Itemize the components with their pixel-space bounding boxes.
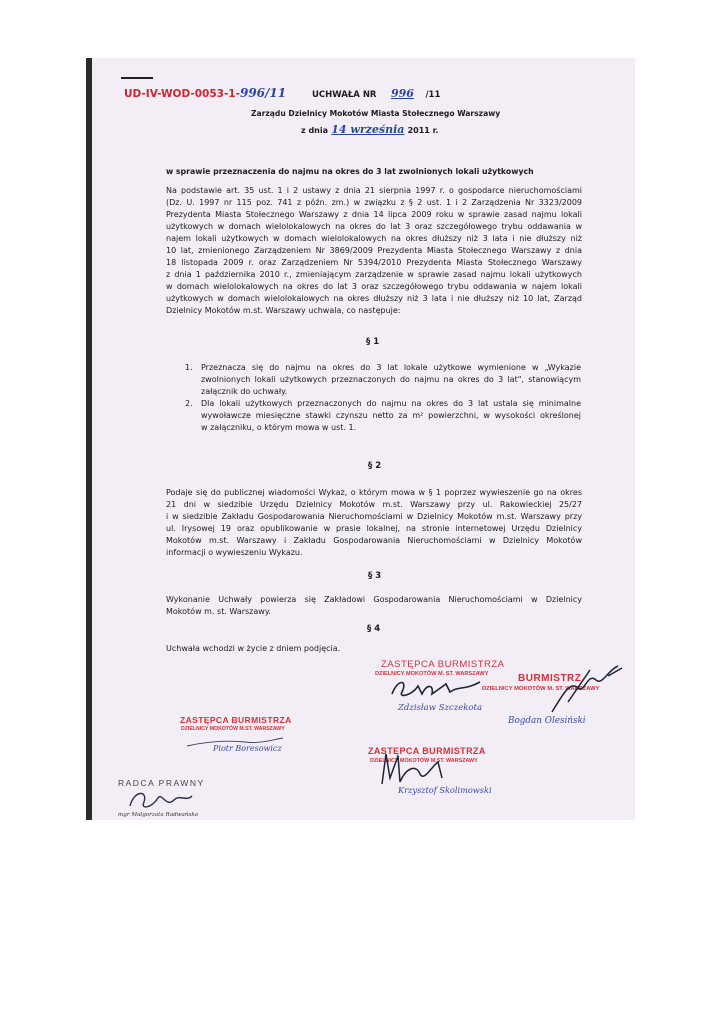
stamp-counsel-title: RADCA PRAWNY xyxy=(118,778,205,788)
signature-4 xyxy=(376,748,456,788)
section1-heading: § 1 xyxy=(366,337,380,347)
section4-text: Uchwała wchodzi w życie z dniem podjęcia. xyxy=(166,644,341,653)
section2-text xyxy=(166,487,582,559)
preamble-line: (Dz. U. 1997 nr 115 poz. 741 z późn. zm.) w związku z § 2 ust. 1 i 2 Zarządzenia Nr 3323/2009 xyxy=(166,198,582,207)
date-line: z dnia 14 września 2011 r. xyxy=(301,123,439,136)
stamp-mayor-sub: DZIELNICY MOKOTÓW M. ST. WARSZAWY xyxy=(482,686,600,692)
item2-line: wywoławcze miesięczne stawki czynszu netto za m² powierzchni, w wysokości określonej xyxy=(201,411,581,420)
stamp-mayor-name: Bogdan Olesiński xyxy=(508,716,586,726)
subject-line: w sprawie przeznaczenia do najmu na okres do 3 lat zwolnionych lokali użytkowych xyxy=(166,167,534,176)
sec3-line: Wykonanie Uchwały powierza się Zakładowi Gospodarowania Nieruchomościami w Dzielnicy xyxy=(166,595,582,604)
item1-text xyxy=(201,362,581,398)
sec2-line: 21 dni w siedzibie Urzędu Dzielnicy Mokotów m.st. Warszawy przy ul. Rakowieckiej 25/27 xyxy=(166,500,582,509)
stamp-deputy-3-title: ZASTĘPCA BURMISTRZA xyxy=(368,746,486,756)
stamp-deputy-1-title: ZASTĘPCA BURMISTRZA xyxy=(381,659,505,670)
item2-number: 2. xyxy=(185,399,193,408)
resolution-number: UCHWAŁA NR 996 /11 xyxy=(312,87,441,100)
sec2-line: ul. Irysowej 19 oraz opublikowanie w prasie lokalnej, na stronie internetowej Urzędu Dzielnicy xyxy=(166,524,582,533)
preamble-line: w domach wielolokalowych na okres do lat 3 oraz szczegółowego trybu oddawania w najem lokali xyxy=(166,282,582,291)
item1-number: 1. xyxy=(185,363,193,372)
stamp-counsel-name: mgr Małgorzata Radwańska xyxy=(118,812,199,818)
section4-heading: § 4 xyxy=(367,624,381,634)
section3-heading: § 3 xyxy=(368,571,382,581)
preamble-line: 10 lat, zmienionego Zarządzeniem Nr 3869/2009 Prezydenta Miasta Stołecznego Warszawy z dnia xyxy=(166,246,582,255)
sec2-line: informacji o wywieszeniu Wykazu. xyxy=(166,548,303,557)
sec2-line: Podaje się do publicznej wiadomości Wykaz, o którym mowa w § 1 poprzez wywieszenie go na okres xyxy=(166,488,582,497)
signature-5 xyxy=(126,786,196,812)
section2-heading: § 2 xyxy=(368,461,382,471)
preamble-line: najem lokali użytkowych w domach wielolokalowych na okres dłuższy niż 3 lata i nie dłuższy niż xyxy=(166,234,582,243)
item2-line: Dla lokali użytkowych przeznaczonych do najmu na okres do 3 lat ustala się minimalne xyxy=(201,399,581,408)
sec2-line: Mokotów m.st. Warszawy i Zakładu Gospodarowania Nieruchomościami w Dzielnicy Mokotów xyxy=(166,536,582,545)
preamble-line: użytkowych w domach wielolokalowych na okres dłuższy niż 3 lata i nie dłuższy niż 10 lat, Zarząd xyxy=(166,294,582,303)
stamp-deputy-1-name: Zdzisław Szczekota xyxy=(398,703,483,713)
preamble-line: z dnia 1 października 2010 r., zmieniającym zarządzenie w sprawie zasad najmu lokali użytkowych xyxy=(166,270,582,279)
signature-1 xyxy=(388,672,488,702)
stamp-deputy-2-sub: DZIELNICY MOKOTÓW M.ST. WARSZAWY xyxy=(181,726,285,732)
stamp-deputy-2-name: Piotr Boresowicz xyxy=(213,744,282,753)
stamp-deputy-3-name: Krzysztof Skolimowski xyxy=(398,785,492,795)
reference-number: UD-IV-WOD-0053-1-996/11 xyxy=(124,86,287,100)
authority-line: Zarządu Dzielnicy Mokotów Miasta Stołecznego Warszawy xyxy=(251,109,501,118)
signature-3 xyxy=(185,732,285,752)
signature-2 xyxy=(548,662,628,718)
item1-line: Przeznacza się do najmu na okres do 3 lat lokale użytkowe wymienione w „Wykazie xyxy=(201,363,581,372)
stamp-mayor-title: BURMISTRZ xyxy=(518,673,582,684)
top-mark xyxy=(121,77,153,79)
item2-text xyxy=(201,398,581,434)
item1-line: zwolnionych lokali użytkowych przeznaczonych do najmu na okres do 3 lat", stanowiącym xyxy=(201,375,581,384)
sec2-line: i w siedzibie Zakładu Gospodarowania Nieruchomościami w Dzielnicy Mokotów m.st. Warszawy przy xyxy=(166,512,582,521)
preamble-line: Na podstawie art. 35 ust. 1 i 2 ustawy z dnia 21 sierpnia 1997 r. o gospodarce nieruchomościami xyxy=(166,186,582,195)
preamble xyxy=(166,185,582,317)
preamble-line: 18 listopada 2009 r. oraz Zarządzeniem Nr 5394/2010 Prezydenta Miasta Stołecznego Warszawy xyxy=(166,258,582,267)
preamble-line: Prezydenta Miasta Stołecznego Warszawy z dnia 14 lipca 2009 roku w sprawie zasad najmu lokali xyxy=(166,210,582,219)
sec3-line: Mokotów m. st. Warszawy. xyxy=(166,607,271,616)
preamble-line: użytkowych w domach wielolokalowych na okres do lat 3 oraz szczegółowego trybu oddawania w xyxy=(166,222,582,231)
item2-line: w załączniku, o którym mowa w ust. 1. xyxy=(201,423,357,432)
stamp-deputy-3-sub: DZIELNICY MOKOTÓW M.ST. WARSZAWY xyxy=(370,758,478,764)
item1-line: załącznik do uchwały. xyxy=(201,387,288,396)
section3-text xyxy=(166,594,582,618)
stamp-deputy-1-sub: DZIELNICY MOKOTÓW M. ST. WARSZAWY xyxy=(375,671,489,677)
preamble-line: Dzielnicy Mokotów m.st. Warszawy uchwala, co następuje: xyxy=(166,306,401,315)
stamp-deputy-2-title: ZASTĘPCA BURMISTRZA xyxy=(180,715,292,725)
